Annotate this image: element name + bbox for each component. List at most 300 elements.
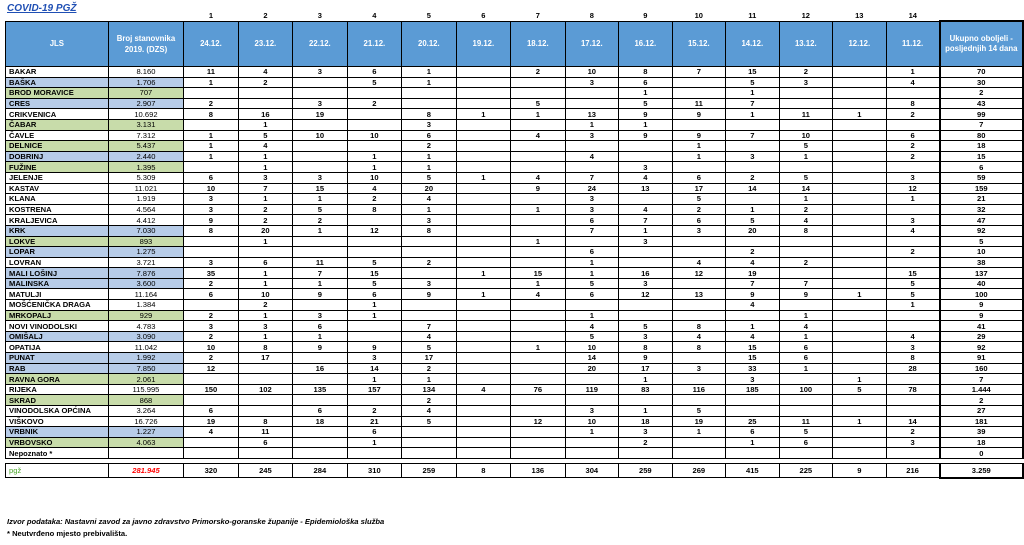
total-cell: 30 (940, 77, 1023, 88)
day-count-cell (238, 395, 292, 406)
table-row (6, 268, 1024, 279)
jls-name: CRIKVENICA (6, 109, 109, 120)
day-count-cell (833, 448, 887, 459)
population-cell: 3.131 (108, 119, 183, 130)
day-count-cell: 17 (619, 363, 673, 374)
footnote: * Neutvrđeno mjesto prebivališta. (7, 529, 128, 538)
day-count-cell: 35 (184, 268, 238, 279)
day-count-cell: 1 (726, 437, 780, 448)
population-cell: 5.309 (108, 172, 183, 183)
summary-day: 304 (565, 463, 619, 478)
column-number: 3 (317, 10, 322, 20)
day-count-cell: 6 (293, 321, 347, 332)
day-count-cell: 7 (619, 215, 673, 226)
day-count-cell (726, 236, 780, 247)
day-count-cell: 5 (565, 278, 619, 289)
population-cell: 1.992 (108, 353, 183, 364)
total-cell: 39 (940, 427, 1023, 438)
day-count-cell: 2 (347, 98, 401, 109)
column-number: 12 (801, 10, 810, 20)
jls-name: OPATIJA (6, 342, 109, 353)
date-header: 14.12. (726, 21, 780, 67)
day-count-cell (833, 130, 887, 141)
day-count-cell (456, 204, 510, 215)
jls-name: VIŠKOVO (6, 416, 109, 427)
day-count-cell: 5 (779, 172, 833, 183)
day-count-cell: 6 (347, 427, 401, 438)
day-count-cell: 1 (565, 268, 619, 279)
day-count-cell: 3 (565, 204, 619, 215)
day-count-cell: 8 (238, 342, 292, 353)
day-count-cell (833, 310, 887, 321)
day-count-cell (672, 300, 726, 311)
jls-name: Nepoznato * (6, 448, 109, 459)
day-count-cell: 1 (238, 119, 292, 130)
day-count-cell (886, 162, 940, 173)
day-count-cell: 9 (672, 130, 726, 141)
day-count-cell (511, 310, 565, 321)
jls-name: KOSTRENA (6, 204, 109, 215)
day-count-cell: 135 (293, 384, 347, 395)
jls-name: MALI LOŠINJ (6, 268, 109, 279)
day-count-cell: 5 (402, 342, 456, 353)
population-cell: 7.030 (108, 225, 183, 236)
day-count-cell (672, 247, 726, 258)
day-count-cell: 6 (779, 342, 833, 353)
day-count-cell (184, 162, 238, 173)
total-cell: 38 (940, 257, 1023, 268)
day-count-cell (779, 236, 833, 247)
day-count-cell: 116 (672, 384, 726, 395)
day-count-cell: 24 (565, 183, 619, 194)
day-count-cell: 2 (511, 67, 565, 78)
day-count-cell (886, 395, 940, 406)
day-count-cell (347, 331, 401, 342)
day-count-cell: 3 (238, 172, 292, 183)
population-cell: 2.907 (108, 98, 183, 109)
day-count-cell: 3 (619, 162, 673, 173)
day-count-cell (511, 437, 565, 448)
total-cell: 47 (940, 215, 1023, 226)
day-count-cell: 2 (886, 109, 940, 120)
day-count-cell: 4 (565, 321, 619, 332)
table-row (6, 416, 1024, 427)
day-count-cell (511, 321, 565, 332)
day-count-cell: 5 (347, 257, 401, 268)
total-cell: 21 (940, 194, 1023, 205)
day-count-cell (833, 172, 887, 183)
day-count-cell: 8 (402, 225, 456, 236)
day-count-cell: 9 (347, 342, 401, 353)
day-count-cell (779, 162, 833, 173)
day-count-cell: 1 (833, 374, 887, 385)
day-count-cell (347, 141, 401, 152)
day-count-cell (833, 151, 887, 162)
day-count-cell: 1 (238, 268, 292, 279)
day-count-cell (293, 395, 347, 406)
population-cell: 115.995 (108, 384, 183, 395)
day-count-cell (293, 119, 347, 130)
day-count-cell: 2 (726, 172, 780, 183)
day-count-cell: 8 (779, 225, 833, 236)
day-count-cell: 2 (779, 67, 833, 78)
day-count-cell: 1 (238, 151, 292, 162)
table-row (6, 130, 1024, 141)
column-number: 13 (855, 10, 864, 20)
population-cell: 3.600 (108, 278, 183, 289)
day-count-cell: 10 (565, 342, 619, 353)
day-count-cell (672, 88, 726, 99)
day-count-cell: 6 (347, 67, 401, 78)
total-cell: 18 (940, 437, 1023, 448)
day-count-cell: 2 (184, 98, 238, 109)
day-count-cell (619, 448, 673, 459)
table-row (6, 300, 1024, 311)
day-count-cell: 5 (619, 321, 673, 332)
day-count-cell: 2 (184, 353, 238, 364)
day-count-cell: 1 (402, 77, 456, 88)
day-count-cell (456, 353, 510, 364)
day-count-cell (402, 300, 456, 311)
total-cell: 15 (940, 151, 1023, 162)
day-count-cell (833, 331, 887, 342)
day-count-cell: 6 (184, 172, 238, 183)
table-row (6, 406, 1024, 417)
day-count-cell: 150 (184, 384, 238, 395)
day-count-cell (511, 247, 565, 258)
population-cell: 2.440 (108, 151, 183, 162)
total-header: Ukupno oboljeli - posljednjih 14 dana (940, 21, 1023, 67)
day-count-cell (347, 321, 401, 332)
day-count-cell: 1 (293, 194, 347, 205)
day-count-cell (456, 342, 510, 353)
day-count-cell (511, 119, 565, 130)
population-cell: 707 (108, 88, 183, 99)
day-count-cell: 1 (779, 331, 833, 342)
day-count-cell: 1 (347, 374, 401, 385)
day-count-cell: 9 (619, 130, 673, 141)
day-count-cell: 4 (511, 172, 565, 183)
day-count-cell (293, 162, 347, 173)
day-count-cell (619, 194, 673, 205)
day-count-cell (565, 374, 619, 385)
jls-name: BAKAR (6, 67, 109, 78)
day-count-cell (672, 77, 726, 88)
total-cell: 2 (940, 88, 1023, 99)
day-count-cell: 3 (886, 342, 940, 353)
jls-name: JELENJE (6, 172, 109, 183)
day-count-cell: 1 (779, 310, 833, 321)
day-count-cell: 1 (565, 119, 619, 130)
day-count-cell: 12 (672, 268, 726, 279)
population-header: Broj stanovnika 2019. (DZS) (108, 21, 183, 67)
day-count-cell (402, 268, 456, 279)
day-count-cell: 4 (779, 321, 833, 332)
table-row (6, 374, 1024, 385)
day-count-cell: 1 (726, 321, 780, 332)
total-cell: 2 (940, 395, 1023, 406)
day-count-cell (779, 300, 833, 311)
day-count-cell: 3 (402, 215, 456, 226)
day-count-cell (779, 374, 833, 385)
population-cell: 1.395 (108, 162, 183, 173)
day-count-cell: 1 (238, 162, 292, 173)
day-count-cell: 2 (779, 204, 833, 215)
day-count-cell (511, 331, 565, 342)
day-count-cell: 6 (672, 172, 726, 183)
day-count-cell: 3 (619, 331, 673, 342)
day-count-cell: 2 (184, 310, 238, 321)
day-count-cell (456, 416, 510, 427)
day-count-cell: 6 (184, 406, 238, 417)
day-count-cell: 21 (347, 416, 401, 427)
day-count-cell: 9 (184, 215, 238, 226)
day-count-cell: 8 (184, 109, 238, 120)
day-count-cell (456, 406, 510, 417)
jls-name: OMIŠALJ (6, 331, 109, 342)
day-count-cell (184, 119, 238, 130)
day-count-cell (456, 67, 510, 78)
day-count-cell (184, 236, 238, 247)
day-count-cell (886, 257, 940, 268)
day-count-cell: 1 (779, 151, 833, 162)
day-count-cell: 78 (886, 384, 940, 395)
table-row (6, 119, 1024, 130)
day-count-cell: 9 (619, 109, 673, 120)
column-number: 5 (426, 10, 431, 20)
total-cell: 80 (940, 130, 1023, 141)
day-count-cell (238, 247, 292, 258)
total-cell: 29 (940, 331, 1023, 342)
day-count-cell: 7 (565, 172, 619, 183)
day-count-cell (886, 374, 940, 385)
table-row (6, 194, 1024, 205)
day-count-cell: 8 (619, 342, 673, 353)
day-count-cell (456, 257, 510, 268)
day-count-cell: 7 (565, 225, 619, 236)
day-count-cell (833, 88, 887, 99)
table-row (6, 236, 1024, 247)
population-cell: 7.312 (108, 130, 183, 141)
day-count-cell (293, 427, 347, 438)
table-row (6, 109, 1024, 120)
column-number: 6 (481, 10, 486, 20)
day-count-cell: 3 (886, 437, 940, 448)
day-count-cell: 9 (293, 289, 347, 300)
day-count-cell (456, 183, 510, 194)
day-count-cell (565, 236, 619, 247)
day-count-cell: 1 (456, 289, 510, 300)
day-count-cell: 5 (293, 204, 347, 215)
day-count-cell: 4 (672, 257, 726, 268)
population-cell: 11.021 (108, 183, 183, 194)
day-count-cell (619, 300, 673, 311)
day-count-cell (833, 342, 887, 353)
day-count-cell (456, 321, 510, 332)
day-count-cell: 5 (347, 77, 401, 88)
day-count-cell: 8 (672, 342, 726, 353)
date-header: 22.12. (293, 21, 347, 67)
day-count-cell (238, 98, 292, 109)
column-number: 14 (908, 10, 917, 20)
day-count-cell: 6 (565, 215, 619, 226)
header-row (6, 21, 1024, 67)
day-count-cell (779, 395, 833, 406)
day-count-cell: 11 (293, 257, 347, 268)
day-count-cell: 83 (619, 384, 673, 395)
day-count-cell: 13 (619, 183, 673, 194)
day-count-cell (565, 300, 619, 311)
day-count-cell: 3 (565, 130, 619, 141)
summary-day: 8 (456, 463, 510, 478)
day-count-cell: 19 (184, 416, 238, 427)
day-count-cell (293, 141, 347, 152)
summary-day: 284 (293, 463, 347, 478)
day-count-cell (833, 353, 887, 364)
total-cell: 5 (940, 236, 1023, 247)
jls-name: BAŠKA (6, 77, 109, 88)
day-count-cell: 1 (619, 225, 673, 236)
day-count-cell: 1 (347, 300, 401, 311)
day-count-cell: 13 (565, 109, 619, 120)
day-count-cell (293, 448, 347, 459)
day-count-cell (833, 98, 887, 109)
day-count-cell (619, 151, 673, 162)
day-count-cell (238, 374, 292, 385)
jls-name: VRBOVSKO (6, 437, 109, 448)
total-cell: 7 (940, 374, 1023, 385)
day-count-cell: 5 (779, 141, 833, 152)
jls-name: ČABAR (6, 119, 109, 130)
day-count-cell: 10 (184, 183, 238, 194)
day-count-cell (402, 310, 456, 321)
jls-name: LOVRAN (6, 257, 109, 268)
day-count-cell (886, 236, 940, 247)
day-count-cell (833, 215, 887, 226)
population-cell: 10.692 (108, 109, 183, 120)
day-count-cell: 1 (726, 88, 780, 99)
day-count-cell (511, 141, 565, 152)
date-header: 23.12. (238, 21, 292, 67)
day-count-cell (511, 215, 565, 226)
jls-name: CRES (6, 98, 109, 109)
day-count-cell (779, 406, 833, 417)
day-count-cell: 1 (726, 204, 780, 215)
day-count-cell: 4 (184, 427, 238, 438)
jls-name: NOVI VINODOLSKI (6, 321, 109, 332)
day-count-cell (672, 162, 726, 173)
day-count-cell (726, 406, 780, 417)
day-count-cell: 15 (726, 67, 780, 78)
total-cell: 9 (940, 310, 1023, 321)
day-count-cell (511, 77, 565, 88)
day-count-cell (511, 300, 565, 311)
day-count-cell (511, 88, 565, 99)
day-count-cell (833, 278, 887, 289)
day-count-cell (672, 395, 726, 406)
day-count-cell (456, 194, 510, 205)
day-count-cell (293, 437, 347, 448)
jls-name: DOBRINJ (6, 151, 109, 162)
day-count-cell: 7 (293, 268, 347, 279)
day-count-cell (293, 236, 347, 247)
day-count-cell: 19 (726, 268, 780, 279)
day-count-cell (672, 374, 726, 385)
day-count-cell: 8 (672, 321, 726, 332)
day-count-cell (184, 395, 238, 406)
day-count-cell (456, 88, 510, 99)
day-count-cell: 1 (886, 194, 940, 205)
day-count-cell: 1 (726, 109, 780, 120)
day-count-cell (402, 98, 456, 109)
day-count-cell (672, 353, 726, 364)
jls-name: MALINSKA (6, 278, 109, 289)
day-count-cell: 3 (565, 194, 619, 205)
total-cell: 40 (940, 278, 1023, 289)
day-count-cell (565, 437, 619, 448)
day-count-cell: 4 (565, 151, 619, 162)
day-count-cell: 5 (672, 194, 726, 205)
day-count-cell (565, 88, 619, 99)
day-count-cell: 6 (779, 437, 833, 448)
day-count-cell: 18 (619, 416, 673, 427)
total-cell: 27 (940, 406, 1023, 417)
day-count-cell: 1 (238, 194, 292, 205)
day-count-cell: 14 (779, 183, 833, 194)
day-count-cell: 1 (347, 310, 401, 321)
day-count-cell (347, 215, 401, 226)
day-count-cell: 3 (293, 98, 347, 109)
day-count-cell: 1 (402, 162, 456, 173)
day-count-cell: 33 (726, 363, 780, 374)
day-count-cell (672, 236, 726, 247)
day-count-cell: 157 (347, 384, 401, 395)
total-cell: 92 (940, 225, 1023, 236)
table-row (6, 353, 1024, 364)
summary-total: 3.259 (940, 463, 1023, 478)
day-count-cell: 1 (293, 278, 347, 289)
table-row (6, 141, 1024, 152)
day-count-cell: 4 (886, 331, 940, 342)
day-count-cell: 1 (511, 236, 565, 247)
day-count-cell: 1 (619, 88, 673, 99)
day-count-cell (456, 141, 510, 152)
summary-population: 281.945 (108, 463, 183, 478)
day-count-cell: 3 (184, 321, 238, 332)
day-count-cell: 2 (886, 141, 940, 152)
day-count-cell: 9 (293, 342, 347, 353)
day-count-cell: 7 (672, 67, 726, 78)
day-count-cell: 19 (672, 416, 726, 427)
table-row (6, 427, 1024, 438)
jls-name: LOPAR (6, 247, 109, 258)
population-cell: 929 (108, 310, 183, 321)
jls-name: LOKVE (6, 236, 109, 247)
day-count-cell (347, 448, 401, 459)
summary-day: 269 (672, 463, 726, 478)
day-count-cell: 6 (672, 215, 726, 226)
jls-name: MATULJI (6, 289, 109, 300)
day-count-cell (456, 278, 510, 289)
day-count-cell: 11 (184, 67, 238, 78)
day-count-cell: 2 (238, 77, 292, 88)
summary-day: 216 (886, 463, 940, 478)
day-count-cell (779, 98, 833, 109)
day-count-cell (511, 448, 565, 459)
day-count-cell: 1 (347, 151, 401, 162)
day-count-cell (238, 88, 292, 99)
total-cell: 70 (940, 67, 1023, 78)
